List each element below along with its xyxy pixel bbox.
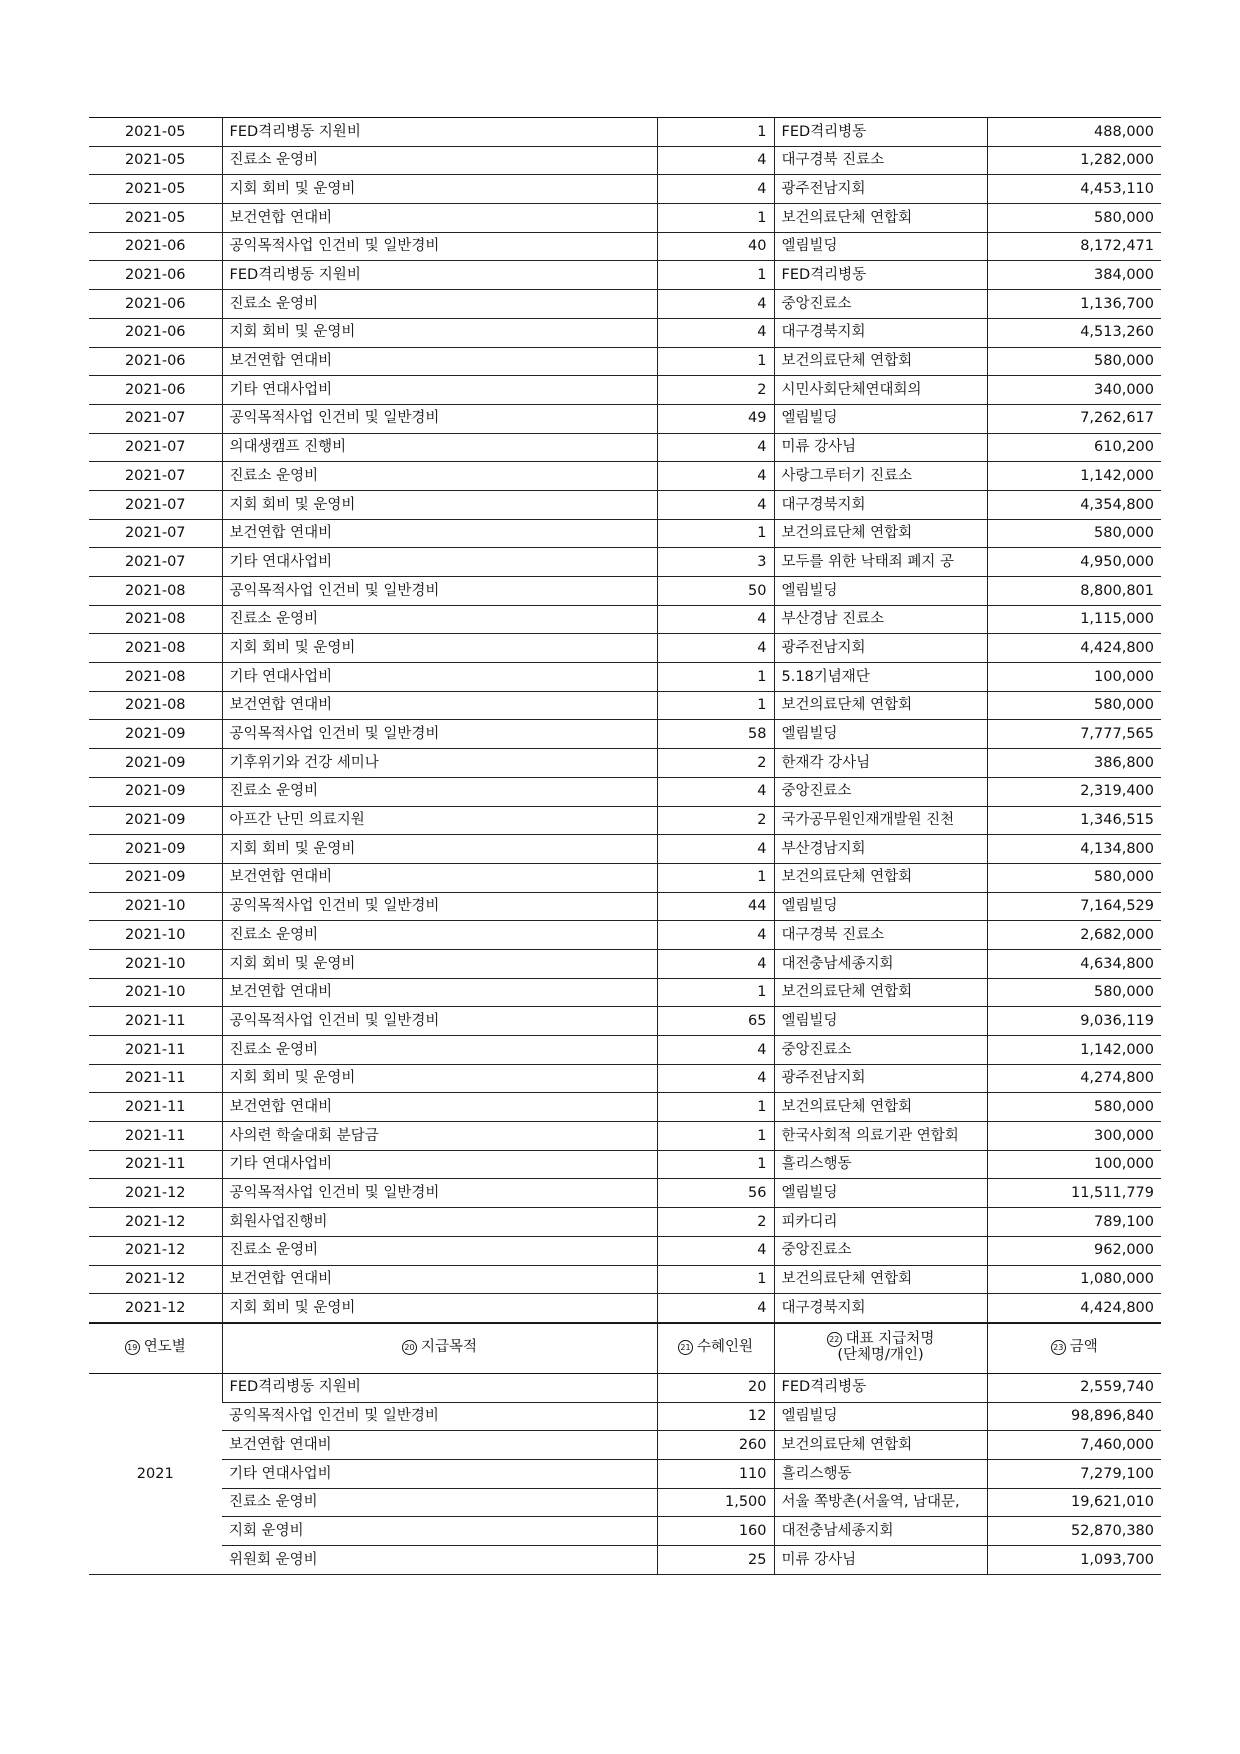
beneficiaries-cell: 49 [657,404,774,433]
payee-cell: 중앙진료소 [774,1236,987,1265]
amount-cell: 789,100 [987,1208,1161,1237]
month-cell: 2021-08 [89,634,222,663]
payee-cell: 대구경북 진료소 [774,146,987,175]
payee-cell: 부산경남지회 [774,835,987,864]
beneficiaries-cell: 1,500 [657,1488,774,1517]
payee-cell: 중앙진료소 [774,1036,987,1065]
table-row [89,519,1161,548]
header-amount: 23 금액 [987,1323,1161,1373]
table-row [89,949,1161,978]
table-row [89,749,1161,778]
month-cell: 2021-05 [89,146,222,175]
table-row [89,1122,1161,1151]
payee-cell: 피카디리 [774,1208,987,1237]
table-row [89,490,1161,519]
beneficiaries-cell: 2 [657,806,774,835]
month-cell: 2021-07 [89,548,222,577]
month-cell: 2021-08 [89,663,222,692]
beneficiaries-cell: 4 [657,835,774,864]
amount-cell: 580,000 [987,1093,1161,1122]
amount-cell: 11,511,779 [987,1179,1161,1208]
purpose-cell: 진료소 운영비 [222,921,657,950]
payee-cell: 보건의료단체 연합회 [774,519,987,548]
beneficiaries-cell: 4 [657,921,774,950]
purpose-cell: 기타 연대사업비 [222,548,657,577]
month-cell: 2021-05 [89,204,222,233]
purpose-cell: 보건연합 연대비 [222,204,657,233]
purpose-cell: 공익목적사업 인건비 및 일반경비 [222,577,657,606]
amount-cell: 1,080,000 [987,1265,1161,1294]
payee-cell: 광주전남지회 [774,1064,987,1093]
table-row [89,1007,1161,1036]
beneficiaries-cell: 1 [657,691,774,720]
payee-cell: 미류 강사님 [774,433,987,462]
beneficiaries-cell: 1 [657,347,774,376]
purpose-cell: FED격리병동 지원비 [222,261,657,290]
beneficiaries-cell: 1 [657,863,774,892]
month-cell: 2021-08 [89,577,222,606]
table-row [89,892,1161,921]
header-payee: 22 대표 지급처명 (단체명/개인) [774,1323,987,1373]
amount-cell: 580,000 [987,204,1161,233]
purpose-cell: FED격리병동 지원비 [222,1373,657,1402]
table-row [89,663,1161,692]
purpose-cell: 지회 회비 및 운영비 [222,318,657,347]
payee-cell: 부산경남 진료소 [774,605,987,634]
table-row [89,1517,1161,1546]
purpose-cell: 기타 연대사업비 [222,1459,657,1488]
beneficiaries-cell: 58 [657,720,774,749]
amount-cell: 52,870,380 [987,1517,1161,1546]
payee-cell: 사랑그루터기 진료소 [774,462,987,491]
payee-cell: 흘리스행동 [774,1150,987,1179]
beneficiaries-cell: 25 [657,1546,774,1575]
payee-cell: 모두를 위한 낙태죄 폐지 공 [774,548,987,577]
beneficiaries-cell: 4 [657,1064,774,1093]
amount-cell: 1,115,000 [987,605,1161,634]
payee-cell: 엘림빌딩 [774,404,987,433]
beneficiaries-cell: 4 [657,175,774,204]
payee-cell: 대전충남세종지회 [774,949,987,978]
payee-cell: 대구경북 진료소 [774,921,987,950]
purpose-cell: 공익목적사업 인건비 및 일반경비 [222,1007,657,1036]
amount-cell: 1,136,700 [987,290,1161,319]
amount-cell: 580,000 [987,863,1161,892]
beneficiaries-cell: 1 [657,519,774,548]
table-row [89,777,1161,806]
beneficiaries-cell: 3 [657,548,774,577]
amount-cell: 4,134,800 [987,835,1161,864]
beneficiaries-cell: 1 [657,204,774,233]
payee-cell: 보건의료단체 연합회 [774,1265,987,1294]
payee-cell: 엘림빌딩 [774,577,987,606]
payee-cell: 보건의료단체 연합회 [774,978,987,1007]
amount-cell: 340,000 [987,376,1161,405]
table-row [89,1093,1161,1122]
beneficiaries-cell: 1 [657,1150,774,1179]
purpose-cell: FED격리병동 지원비 [222,118,657,147]
amount-cell: 300,000 [987,1122,1161,1151]
table-row [89,1294,1161,1323]
month-cell: 2021-07 [89,490,222,519]
beneficiaries-cell: 44 [657,892,774,921]
header-beneficiaries: 21 수혜인원 [657,1323,774,1373]
amount-cell: 19,621,010 [987,1488,1161,1517]
purpose-cell: 지회 회비 및 운영비 [222,949,657,978]
purpose-cell: 기타 연대사업비 [222,663,657,692]
table-row [89,146,1161,175]
table-row [89,835,1161,864]
beneficiaries-cell: 2 [657,1208,774,1237]
amount-cell: 610,200 [987,433,1161,462]
table-row [89,1150,1161,1179]
amount-cell: 7,164,529 [987,892,1161,921]
amount-cell: 384,000 [987,261,1161,290]
payee-cell: 중앙진료소 [774,290,987,319]
payee-cell: 서울 쪽방촌(서울역, 남대문, [774,1488,987,1517]
amount-cell: 100,000 [987,1150,1161,1179]
payee-cell: 엘림빌딩 [774,1402,987,1431]
amount-cell: 4,274,800 [987,1064,1161,1093]
purpose-cell: 진료소 운영비 [222,605,657,634]
purpose-cell: 지회 회비 및 운영비 [222,1064,657,1093]
amount-cell: 4,424,800 [987,634,1161,663]
table-row [89,1546,1161,1575]
amount-cell: 580,000 [987,691,1161,720]
purpose-cell: 공익목적사업 인건비 및 일반경비 [222,404,657,433]
table-row [89,232,1161,261]
payee-cell: 대구경북지회 [774,490,987,519]
beneficiaries-cell: 4 [657,490,774,519]
table-row [89,691,1161,720]
purpose-cell: 보건연합 연대비 [222,1265,657,1294]
payee-cell: 중앙진료소 [774,777,987,806]
amount-cell: 580,000 [987,978,1161,1007]
table-row [89,1373,1161,1402]
amount-cell: 7,777,565 [987,720,1161,749]
amount-cell: 9,036,119 [987,1007,1161,1036]
purpose-cell: 공익목적사업 인건비 및 일반경비 [222,1402,657,1431]
purpose-cell: 지회 운영비 [222,1517,657,1546]
amount-cell: 580,000 [987,519,1161,548]
beneficiaries-cell: 4 [657,1236,774,1265]
month-cell: 2021-07 [89,433,222,462]
purpose-cell: 보건연합 연대비 [222,978,657,1007]
payee-cell: 보건의료단체 연합회 [774,347,987,376]
amount-cell: 580,000 [987,347,1161,376]
purpose-cell: 지회 회비 및 운영비 [222,175,657,204]
purpose-cell: 진료소 운영비 [222,290,657,319]
month-cell: 2021-11 [89,1093,222,1122]
header-purpose: 20 지급목적 [222,1323,657,1373]
payee-cell: 보건의료단체 연합회 [774,1093,987,1122]
month-cell: 2021-06 [89,376,222,405]
table-row [89,720,1161,749]
table-row [89,1036,1161,1065]
payee-cell: 미류 강사님 [774,1546,987,1575]
payee-cell: 대구경북지회 [774,318,987,347]
table-row [89,1265,1161,1294]
month-cell: 2021-05 [89,118,222,147]
purpose-cell: 공익목적사업 인건비 및 일반경비 [222,892,657,921]
month-cell: 2021-05 [89,175,222,204]
table-row [89,863,1161,892]
table-row [89,175,1161,204]
payee-cell: 대구경북지회 [774,1294,987,1323]
amount-cell: 1,346,515 [987,806,1161,835]
month-cell: 2021-07 [89,404,222,433]
purpose-cell: 진료소 운영비 [222,1488,657,1517]
month-cell: 2021-12 [89,1208,222,1237]
month-cell: 2021-11 [89,1036,222,1065]
amount-cell: 2,682,000 [987,921,1161,950]
beneficiaries-cell: 4 [657,290,774,319]
beneficiaries-cell: 160 [657,1517,774,1546]
purpose-cell: 보건연합 연대비 [222,347,657,376]
beneficiaries-cell: 1 [657,261,774,290]
purpose-cell: 보건연합 연대비 [222,1093,657,1122]
payee-cell: 엘림빌딩 [774,1179,987,1208]
purpose-cell: 진료소 운영비 [222,1236,657,1265]
month-cell: 2021-12 [89,1179,222,1208]
purpose-cell: 공익목적사업 인건비 및 일반경비 [222,232,657,261]
year-cell: 2021 [89,1373,222,1574]
table-row [89,577,1161,606]
purpose-cell: 진료소 운영비 [222,1036,657,1065]
purpose-cell: 회원사업진행비 [222,1208,657,1237]
payee-cell: 국가공무원인재개발원 진천 [774,806,987,835]
month-cell: 2021-06 [89,232,222,261]
beneficiaries-cell: 4 [657,949,774,978]
table-row [89,1402,1161,1431]
amount-cell: 4,950,000 [987,548,1161,577]
payee-cell: 보건의료단체 연합회 [774,1431,987,1460]
payee-cell: 5.18기념재단 [774,663,987,692]
month-cell: 2021-09 [89,720,222,749]
payee-cell: 한국사회적 의료기관 연합회 [774,1122,987,1151]
beneficiaries-cell: 1 [657,118,774,147]
month-cell: 2021-10 [89,949,222,978]
purpose-cell: 공익목적사업 인건비 및 일반경비 [222,1179,657,1208]
amount-cell: 4,354,800 [987,490,1161,519]
payee-cell: 엘림빌딩 [774,232,987,261]
beneficiaries-cell: 4 [657,605,774,634]
table-row [89,1488,1161,1517]
payee-cell: 엘림빌딩 [774,892,987,921]
month-cell: 2021-08 [89,605,222,634]
amount-cell: 100,000 [987,663,1161,692]
month-cell: 2021-09 [89,749,222,778]
beneficiaries-cell: 1 [657,978,774,1007]
purpose-cell: 진료소 운영비 [222,462,657,491]
month-cell: 2021-06 [89,290,222,319]
beneficiaries-cell: 4 [657,634,774,663]
amount-cell: 4,424,800 [987,1294,1161,1323]
table-row [89,404,1161,433]
month-cell: 2021-06 [89,347,222,376]
beneficiaries-cell: 12 [657,1402,774,1431]
amount-cell: 7,262,617 [987,404,1161,433]
table-row [89,376,1161,405]
month-cell: 2021-08 [89,691,222,720]
beneficiaries-cell: 50 [657,577,774,606]
purpose-cell: 기타 연대사업비 [222,1150,657,1179]
beneficiaries-cell: 1 [657,663,774,692]
payee-cell: 광주전남지회 [774,175,987,204]
purpose-cell: 진료소 운영비 [222,146,657,175]
payee-cell: 대전충남세종지회 [774,1517,987,1546]
month-cell: 2021-09 [89,806,222,835]
payee-cell: 흘리스행동 [774,1459,987,1488]
summary-header-row [89,1323,1161,1373]
beneficiaries-cell: 1 [657,1265,774,1294]
table-row [89,204,1161,233]
table-row [89,978,1161,1007]
beneficiaries-cell: 20 [657,1373,774,1402]
payee-cell: 보건의료단체 연합회 [774,691,987,720]
table-row [89,433,1161,462]
purpose-cell: 지회 회비 및 운영비 [222,490,657,519]
month-cell: 2021-06 [89,261,222,290]
month-cell: 2021-07 [89,462,222,491]
purpose-cell: 보건연합 연대비 [222,691,657,720]
payee-cell: FED격리병동 [774,118,987,147]
amount-cell: 1,142,000 [987,462,1161,491]
amount-cell: 488,000 [987,118,1161,147]
beneficiaries-cell: 4 [657,777,774,806]
payee-cell: 엘림빌딩 [774,720,987,749]
detail-table [89,117,1161,1323]
amount-cell: 4,634,800 [987,949,1161,978]
table-row [89,1431,1161,1460]
amount-cell: 2,319,400 [987,777,1161,806]
beneficiaries-cell: 110 [657,1459,774,1488]
amount-cell: 1,093,700 [987,1546,1161,1575]
summary-table-body [89,1373,1161,1574]
month-cell: 2021-06 [89,318,222,347]
month-cell: 2021-10 [89,921,222,950]
beneficiaries-cell: 1 [657,1093,774,1122]
month-cell: 2021-11 [89,1122,222,1151]
amount-cell: 8,800,801 [987,577,1161,606]
beneficiaries-cell: 2 [657,376,774,405]
detail-table-body [89,118,1161,1323]
purpose-cell: 기후위기와 건강 세미나 [222,749,657,778]
table-row [89,1064,1161,1093]
month-cell: 2021-11 [89,1150,222,1179]
payee-cell: 광주전남지회 [774,634,987,663]
beneficiaries-cell: 4 [657,433,774,462]
table-row [89,1208,1161,1237]
payee-cell: 보건의료단체 연합회 [774,863,987,892]
beneficiaries-cell: 65 [657,1007,774,1036]
purpose-cell: 위원회 운영비 [222,1546,657,1575]
purpose-cell: 보건연합 연대비 [222,1431,657,1460]
amount-cell: 4,513,260 [987,318,1161,347]
table-row [89,605,1161,634]
table-row [89,1459,1161,1488]
table-row [89,462,1161,491]
amount-cell: 98,896,840 [987,1402,1161,1431]
header-year: 19 연도별 [89,1323,222,1373]
payee-cell: 한재각 강사님 [774,749,987,778]
month-cell: 2021-12 [89,1236,222,1265]
amount-cell: 386,800 [987,749,1161,778]
beneficiaries-cell: 2 [657,749,774,778]
payee-cell: 시민사회단체연대회의 [774,376,987,405]
amount-cell: 2,559,740 [987,1373,1161,1402]
purpose-cell: 아프간 난민 의료지원 [222,806,657,835]
purpose-cell: 보건연합 연대비 [222,519,657,548]
amount-cell: 1,282,000 [987,146,1161,175]
purpose-cell: 지회 회비 및 운영비 [222,634,657,663]
purpose-cell: 지회 회비 및 운영비 [222,835,657,864]
month-cell: 2021-11 [89,1064,222,1093]
table-row [89,548,1161,577]
month-cell: 2021-12 [89,1265,222,1294]
month-cell: 2021-09 [89,835,222,864]
payee-cell: FED격리병동 [774,1373,987,1402]
month-cell: 2021-11 [89,1007,222,1036]
purpose-cell: 기타 연대사업비 [222,376,657,405]
payee-cell: 엘림빌딩 [774,1007,987,1036]
beneficiaries-cell: 4 [657,318,774,347]
payee-cell: 보건의료단체 연합회 [774,204,987,233]
summary-table [89,1323,1161,1575]
amount-cell: 4,453,110 [987,175,1161,204]
table-row [89,118,1161,147]
purpose-cell: 공익목적사업 인건비 및 일반경비 [222,720,657,749]
month-cell: 2021-09 [89,777,222,806]
month-cell: 2021-10 [89,978,222,1007]
beneficiaries-cell: 4 [657,146,774,175]
month-cell: 2021-07 [89,519,222,548]
month-cell: 2021-10 [89,892,222,921]
table-row [89,347,1161,376]
payee-cell: FED격리병동 [774,261,987,290]
beneficiaries-cell: 4 [657,1036,774,1065]
expense-report [89,117,1161,1575]
beneficiaries-cell: 40 [657,232,774,261]
purpose-cell: 사의련 학술대회 분담금 [222,1122,657,1151]
table-row [89,290,1161,319]
table-row [89,318,1161,347]
purpose-cell: 보건연합 연대비 [222,863,657,892]
table-row [89,1236,1161,1265]
amount-cell: 7,279,100 [987,1459,1161,1488]
month-cell: 2021-12 [89,1294,222,1323]
beneficiaries-cell: 4 [657,1294,774,1323]
amount-cell: 962,000 [987,1236,1161,1265]
beneficiaries-cell: 260 [657,1431,774,1460]
table-row [89,261,1161,290]
beneficiaries-cell: 56 [657,1179,774,1208]
beneficiaries-cell: 1 [657,1122,774,1151]
purpose-cell: 의대생캠프 진행비 [222,433,657,462]
table-row [89,921,1161,950]
amount-cell: 1,142,000 [987,1036,1161,1065]
amount-cell: 8,172,471 [987,232,1161,261]
table-row [89,1179,1161,1208]
table-row [89,806,1161,835]
purpose-cell: 지회 회비 및 운영비 [222,1294,657,1323]
amount-cell: 7,460,000 [987,1431,1161,1460]
purpose-cell: 진료소 운영비 [222,777,657,806]
beneficiaries-cell: 4 [657,462,774,491]
table-row [89,634,1161,663]
month-cell: 2021-09 [89,863,222,892]
